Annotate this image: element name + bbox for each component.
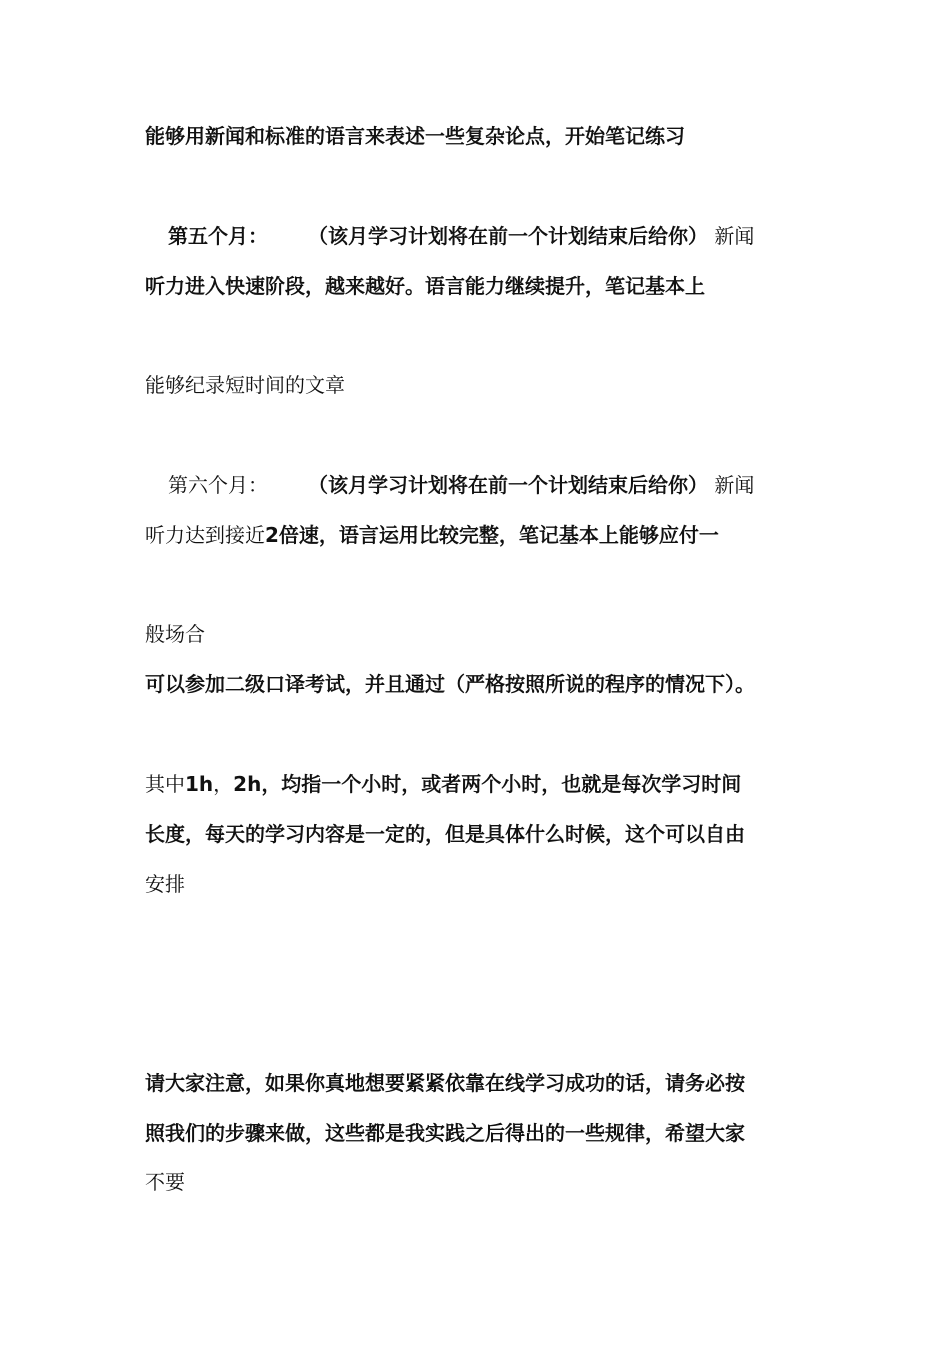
- note-text: ，均指一个小时，或者两个小时，也就是每次学习时间: [261, 772, 742, 796]
- closing-line: 请大家注意，如果你真地想要紧紧依靠在线学习成功的话，请务必按: [145, 1071, 745, 1095]
- month5-label: 第五个月: [168, 224, 248, 248]
- note-line: [145, 770, 741, 798]
- month6-desc-line: 般场合: [145, 622, 205, 646]
- month5-heading-line: [168, 222, 754, 250]
- note-line: 长度，每天的学习内容是一定的，但是具体什么时候，这个可以自由: [145, 822, 745, 846]
- month6-plan-note: （该月学习计划将在前一个计划结束后给你）: [308, 473, 708, 497]
- exam-line: 可以参加二级口译考试，并且通过（严格按照所说的程序的情况下）。: [145, 672, 755, 696]
- paragraph-line: 能够用新闻和标准的语言来表述一些复杂论点，开始笔记练习: [145, 124, 685, 148]
- month6-speed-number: 2: [265, 523, 279, 547]
- month6-desc-start: 新闻: [714, 473, 755, 497]
- month5-desc-start: 新闻: [714, 224, 755, 248]
- note-1h: 1h: [185, 772, 214, 796]
- month6-label: 第六个月：: [168, 473, 268, 497]
- month6-desc-line: [145, 521, 719, 549]
- closing-line: 照我们的步骤来做，这些都是我实践之后得出的一些规律，希望大家: [145, 1121, 745, 1145]
- month5-plan-note: （该月学习计划将在前一个计划结束后给你）: [308, 224, 708, 248]
- month6-desc-text: 听力达到接近: [145, 523, 265, 547]
- month6-desc-text: 倍速，语言运用比较完整，笔记基本上能够应付一: [278, 523, 719, 547]
- month5-colon: ：: [248, 224, 268, 248]
- note-line: 安排: [145, 872, 185, 896]
- month5-desc-line: 听力进入快速阶段，越来越好。语言能力继续提升，笔记基本上: [145, 274, 705, 298]
- note-separator: ，: [213, 772, 234, 796]
- month5-desc-line: 能够纪录短时间的文章: [145, 373, 345, 397]
- note-2h: 2h: [233, 772, 262, 796]
- month6-heading-line: [168, 471, 754, 499]
- closing-line: 不要: [145, 1170, 185, 1194]
- note-prefix: 其中: [145, 772, 185, 796]
